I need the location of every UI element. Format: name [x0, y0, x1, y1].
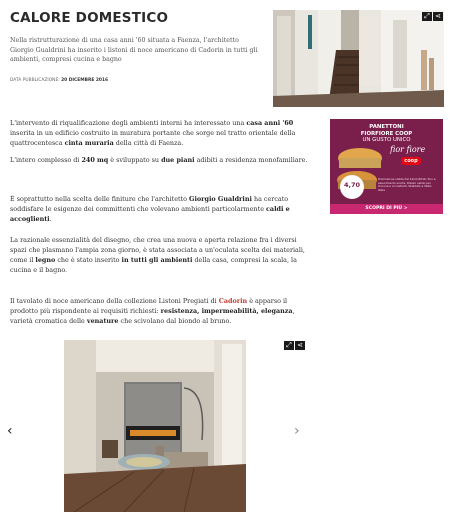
share-icon[interactable]: ⋖	[295, 341, 305, 350]
expand-icon[interactable]: ⤢	[284, 341, 294, 350]
pub-date-label: DATA PUBBLICAZIONE:	[10, 78, 60, 83]
p5-text-a: Il tavolato di noce americano della collezione Listoni Pregiati di	[10, 297, 219, 305]
chevron-left-icon[interactable]: ‹	[7, 423, 13, 439]
paragraph-2	[10, 155, 308, 165]
ad-title-line2: FIORFIORE COOP	[360, 130, 413, 137]
p1-bold-d: cinta muraria	[64, 139, 114, 147]
hero-image[interactable]	[273, 10, 444, 107]
chevron-right-icon[interactable]: ›	[294, 423, 300, 439]
p4-text-a: La razionale essenzialità del disegno, che crea una nuova e aperta relazione fra i diversi spazi che plasmano l'ampia zona giorno, è stata associata a un'oculata scelta dei materiali, come il	[10, 236, 305, 264]
living-room-photo	[64, 340, 246, 512]
p4-bold-d: in tutti gli ambienti	[121, 256, 193, 264]
expand-icon[interactable]: ⤢	[422, 12, 432, 21]
cadorin-link[interactable]: Cadorin	[218, 297, 248, 305]
p5-bold-f: venature	[86, 317, 119, 325]
p4-text-c: che è stato inserito	[55, 256, 122, 264]
p5-bold-d: resistenza, impermeabilità, eleganza	[160, 307, 293, 315]
hero-photo	[273, 10, 444, 107]
article-intro: Nella ristrutturazione di una casa anni '60 situata a Faenza, l'architetto Giorgio Gualdrini ha inserito i listoni di noce americano di Cadorin in tutti gli ambienti, compresi cucina e bagno	[10, 37, 258, 64]
ad-banner[interactable]	[330, 119, 443, 214]
p4-bold-b: legno	[35, 256, 56, 264]
article-title: CALORE DOMESTICO	[10, 10, 169, 26]
gallery-tools	[284, 341, 305, 350]
p2-text-c: è sviluppato su	[108, 156, 162, 164]
share-icon[interactable]: ⋖	[433, 12, 443, 21]
p1-text-c: inserita in un edificio costruito in muratura portante che sorge nel tratto orientale della quattrocentesca	[10, 129, 296, 147]
hero-tools	[422, 12, 443, 21]
p5-text-e: , varietà cromatica delle	[10, 307, 295, 325]
ad-title	[330, 124, 443, 144]
pub-date-value: 20 DICEMBRE 2016	[61, 78, 109, 83]
p3-text-c: ha cercato soddisfare le esigenze dei committenti che volevano ambienti particolarmente	[10, 195, 289, 213]
p3-bold-d: caldi e accoglienti	[10, 205, 290, 223]
p2-text-e: adibiti a residenza monofamiliare.	[194, 156, 308, 164]
p5-text-c: è apparso il prodotto più rispondente ai requisiti richiesti:	[10, 297, 288, 315]
ad-cta-button[interactable]: SCOPRI DI PIÙ >	[330, 204, 443, 214]
publication-date	[10, 78, 108, 83]
gallery-image[interactable]	[64, 340, 246, 512]
p1-text-a: L'intervento di riqualificazione degli ambienti interni ha interessato una	[10, 119, 247, 127]
paragraph-3	[10, 194, 308, 224]
ad-title-line3: UN GUSTO UNICO	[362, 137, 411, 143]
paragraph-4	[10, 235, 308, 275]
coop-logo: coop	[401, 157, 421, 165]
ad-price-badge: 4,70	[340, 175, 364, 199]
ad-title-line1: PANETTONI	[369, 124, 404, 130]
p1-bold-b: casa anni '60	[246, 119, 294, 127]
p5-text-g: che scivolano dal biondo al bruno.	[118, 317, 232, 325]
p2-bold-d: due piani	[161, 156, 195, 164]
p3-bold-b: Giorgio Gualdrini	[189, 195, 252, 203]
p3-text-e: .	[49, 215, 52, 223]
paragraph-1	[10, 118, 308, 148]
p2-text-a: L'intero complesso di	[10, 156, 82, 164]
paragraph-5	[10, 296, 308, 326]
fiorfiore-logo: fior fiore	[390, 145, 426, 154]
p4-text-e: della casa, compresi la scala, la cucina e il bagno.	[10, 256, 297, 274]
p2-bold-b: 240 mq	[81, 156, 109, 164]
p3-text-a: È soprattutto nella scelta delle finiture che l'architetto	[10, 195, 189, 203]
ad-fine-print: Promozione valida dal 14/11/2016, fino a esaurimento scorte. Prezzo valido per Ancona e circostanti. Sbaldato a Stato Italia	[378, 177, 436, 192]
p1-text-e: della città di Faenza.	[113, 139, 184, 147]
